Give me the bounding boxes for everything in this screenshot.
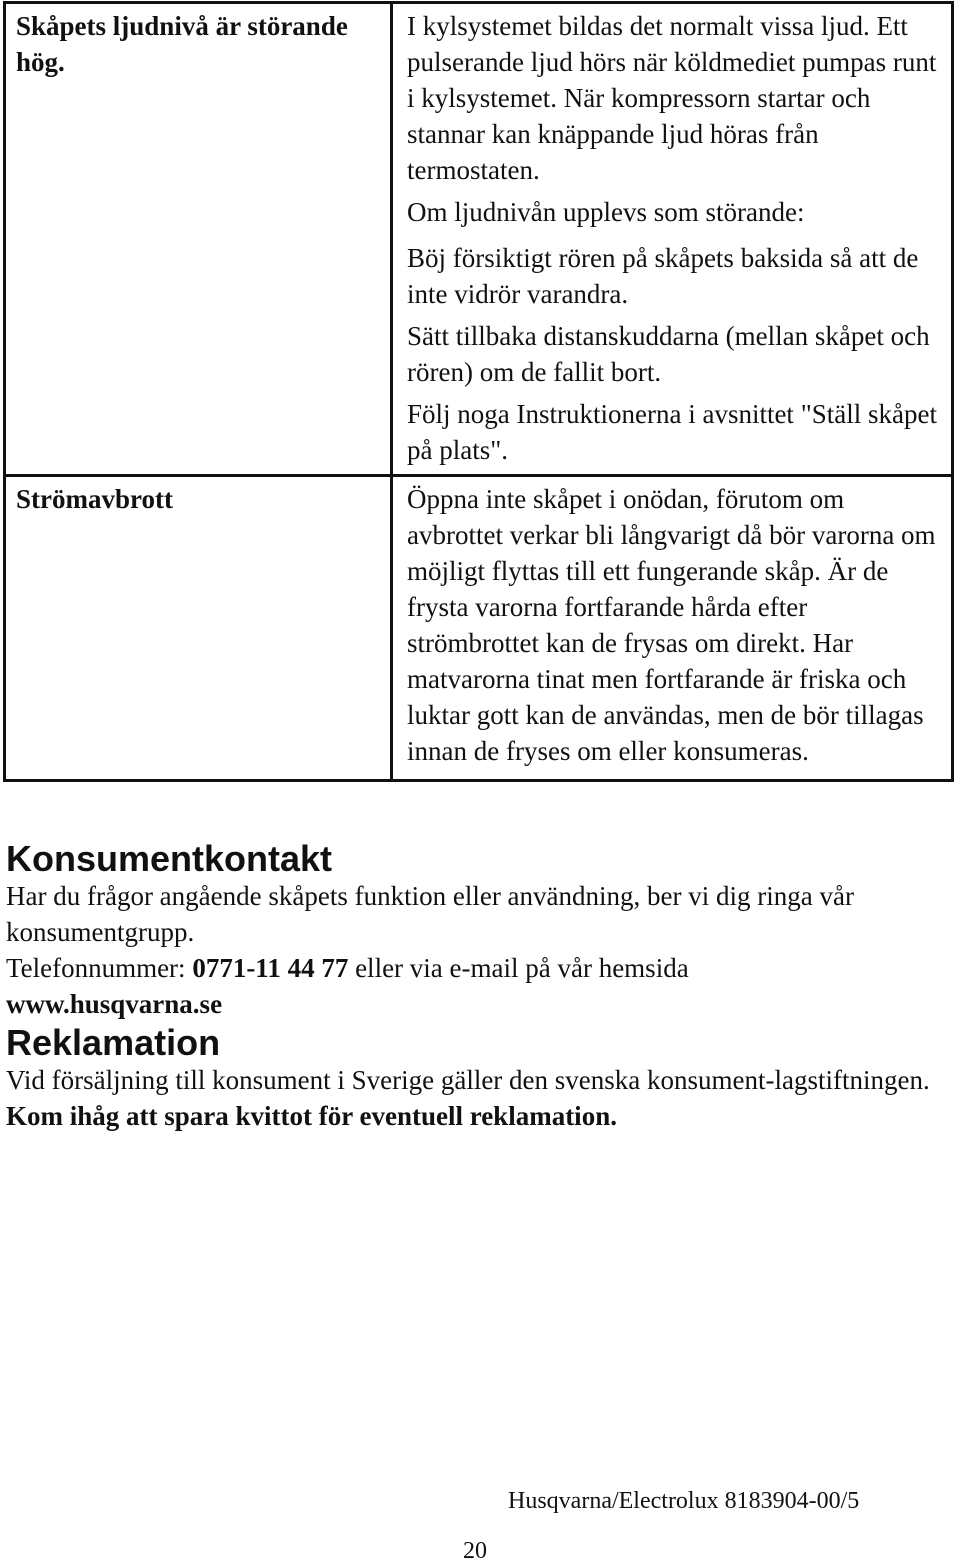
solution-item: Följ noga Instruktionerna i avsnittet "Ställ skåpet på plats". [407, 399, 937, 465]
problem-cell [5, 3, 392, 476]
solution-item: Böj försiktigt rören på skåpets baksida så att de inte vidrör varandra. [407, 243, 919, 309]
problem-cell [5, 476, 392, 781]
problem-label: Skåpets ljudnivå är störande hög. [16, 11, 348, 77]
table-row [5, 3, 953, 476]
konsumentkontakt-heading: Konsumentkontakt [6, 838, 333, 879]
problem-label: Strömavbrott [16, 484, 173, 514]
reklamation-body [6, 1062, 951, 1134]
solution-item: Sätt tillbaka distanskuddarna (mellan skåpet och rören) om de fallit bort. [407, 321, 930, 387]
reklamation-text: Vid försäljning till konsument i Sverige gäller den svenska konsument-lagstiftningen. [6, 1065, 930, 1095]
konsument-phone-line [6, 950, 951, 986]
troubleshooting-table [3, 1, 954, 782]
solution-text: Öppna inte skåpet i onödan, förutom om avbrottet verkar bli långvarigt då bör varorna om möjligt flyttas till ett fungerande skåp. Är de frysta varorna fortfarande hårda efter strömbrottet kan de frysas om direkt. Har matvarorna tinat men fortfarande är friska och luktar gott kan de användas, men de bör tillagas innan de fryses om eller konsumeras. [407, 484, 936, 766]
konsument-intro: Har du frågor angående skåpets funktion eller användning, ber vi dig ringa vår konsumentgrupp. [6, 881, 854, 947]
solution-lead: Om ljudnivån upplevs som störande: [407, 197, 805, 227]
solution-intro: I kylsystemet bildas det normalt vissa ljud. Ett pulserande ljud hörs när köldmediet pumpas runt i kylsystemet. När kompressorn startar och stannar kan knäppande ljud höras från termostaten. [407, 11, 937, 185]
reklamation-heading: Reklamation [6, 1022, 221, 1063]
table-row [5, 476, 953, 781]
solution-cell [392, 3, 953, 476]
phone-number[interactable]: 0771-11 44 77 [192, 953, 349, 983]
konsumentkontakt-body [6, 878, 951, 1022]
website-link[interactable]: www.husqvarna.se [6, 989, 223, 1019]
solution-cell [392, 476, 953, 781]
phone-prefix: Telefonnummer: [6, 953, 193, 983]
phone-suffix: eller via e-mail på vår hemsida [348, 953, 689, 983]
document-id: Husqvarna/Electrolux 8183904-00/5 [508, 1488, 860, 1514]
reklamation-bold-text: Kom ihåg att spara kvittot för eventuell reklamation. [6, 1101, 617, 1131]
page-number: 20 [463, 1538, 487, 1564]
